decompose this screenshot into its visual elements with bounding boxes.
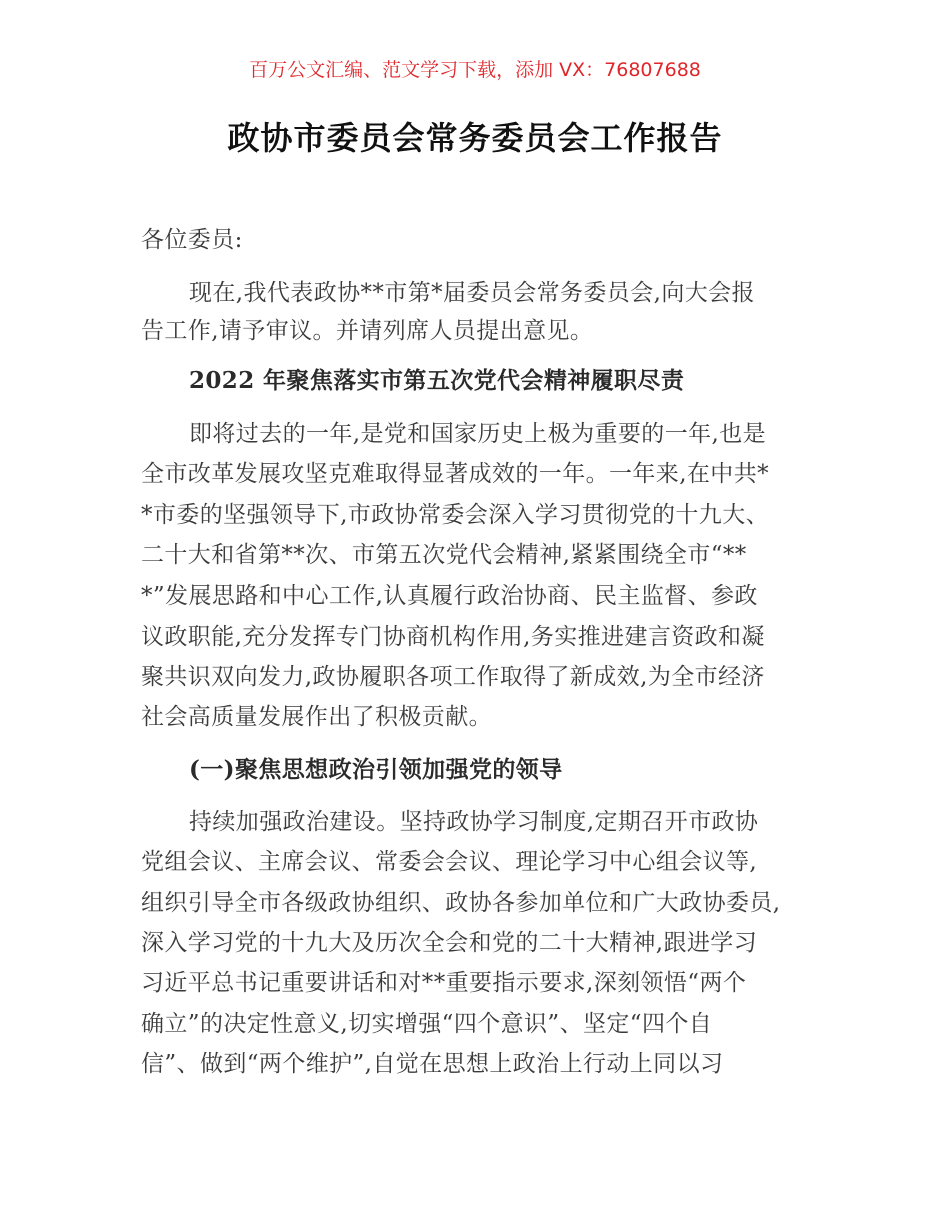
para-line: 全市改革发展攻坚克难取得显著成效的一年。一年来,在中共*	[141, 461, 770, 487]
para-line: 聚共识双向发力,政协履职各项工作取得了新成效,为全市经济	[141, 664, 765, 690]
salutation: 各位委员:	[141, 227, 243, 253]
para-line: 持续加强政治建设。坚持政协学习制度,定期召开市政协	[189, 809, 759, 835]
intro-line: 现在,我代表政协**市第*届委员会常务委员会,向大会报	[189, 280, 755, 306]
intro-line: 告工作,请予审议。并请列席人员提出意见。	[141, 318, 594, 344]
para-line: *”发展思路和中心工作,认真履行政治协商、民主监督、参政	[141, 583, 758, 609]
para-line: 党组会议、主席会议、常委会会议、理论学习中心组会议等,	[141, 849, 758, 875]
para-line: 习近平总书记重要讲话和对**重要指示要求,深刻领悟“两个	[141, 970, 747, 996]
para-line: 确立”的决定性意义,切实增强“四个意识”、坚定“四个自	[141, 1011, 713, 1037]
para-line: 社会高质量发展作出了积极贡献。	[141, 704, 492, 730]
document-title: 政协市委员会常务委员会工作报告	[227, 119, 723, 157]
para-line: 二十大和省第**次、市第五次党代会精神,紧紧围绕全市“**	[141, 542, 747, 568]
para-line: 即将过去的一年,是党和国家历史上极为重要的一年,也是	[189, 421, 767, 447]
section-heading: 2022 年聚焦落实市第五次党代会精神履职尽责	[189, 367, 685, 394]
para-line: 深入学习党的十九大及历次全会和党的二十大精神,跟进学习	[141, 930, 758, 956]
subheading: (一)聚焦思想政治引领加强党的领导	[189, 756, 563, 783]
watermark-banner: 百万公文汇编、范文学习下载，添加 VX：76807688	[249, 59, 701, 81]
para-line: 组织引导全市各级政协组织、政协各参加单位和广大政协委员,	[141, 890, 781, 916]
para-line: *市委的坚强领导下,市政协常委会深入学习贯彻党的十九大、	[141, 502, 770, 528]
para-line: 信”、做到“两个维护”,自觉在思想上政治上行动上同以习	[141, 1051, 724, 1077]
para-line: 议政职能,充分发挥专门协商机构作用,务实推进建言资政和凝	[141, 624, 765, 650]
